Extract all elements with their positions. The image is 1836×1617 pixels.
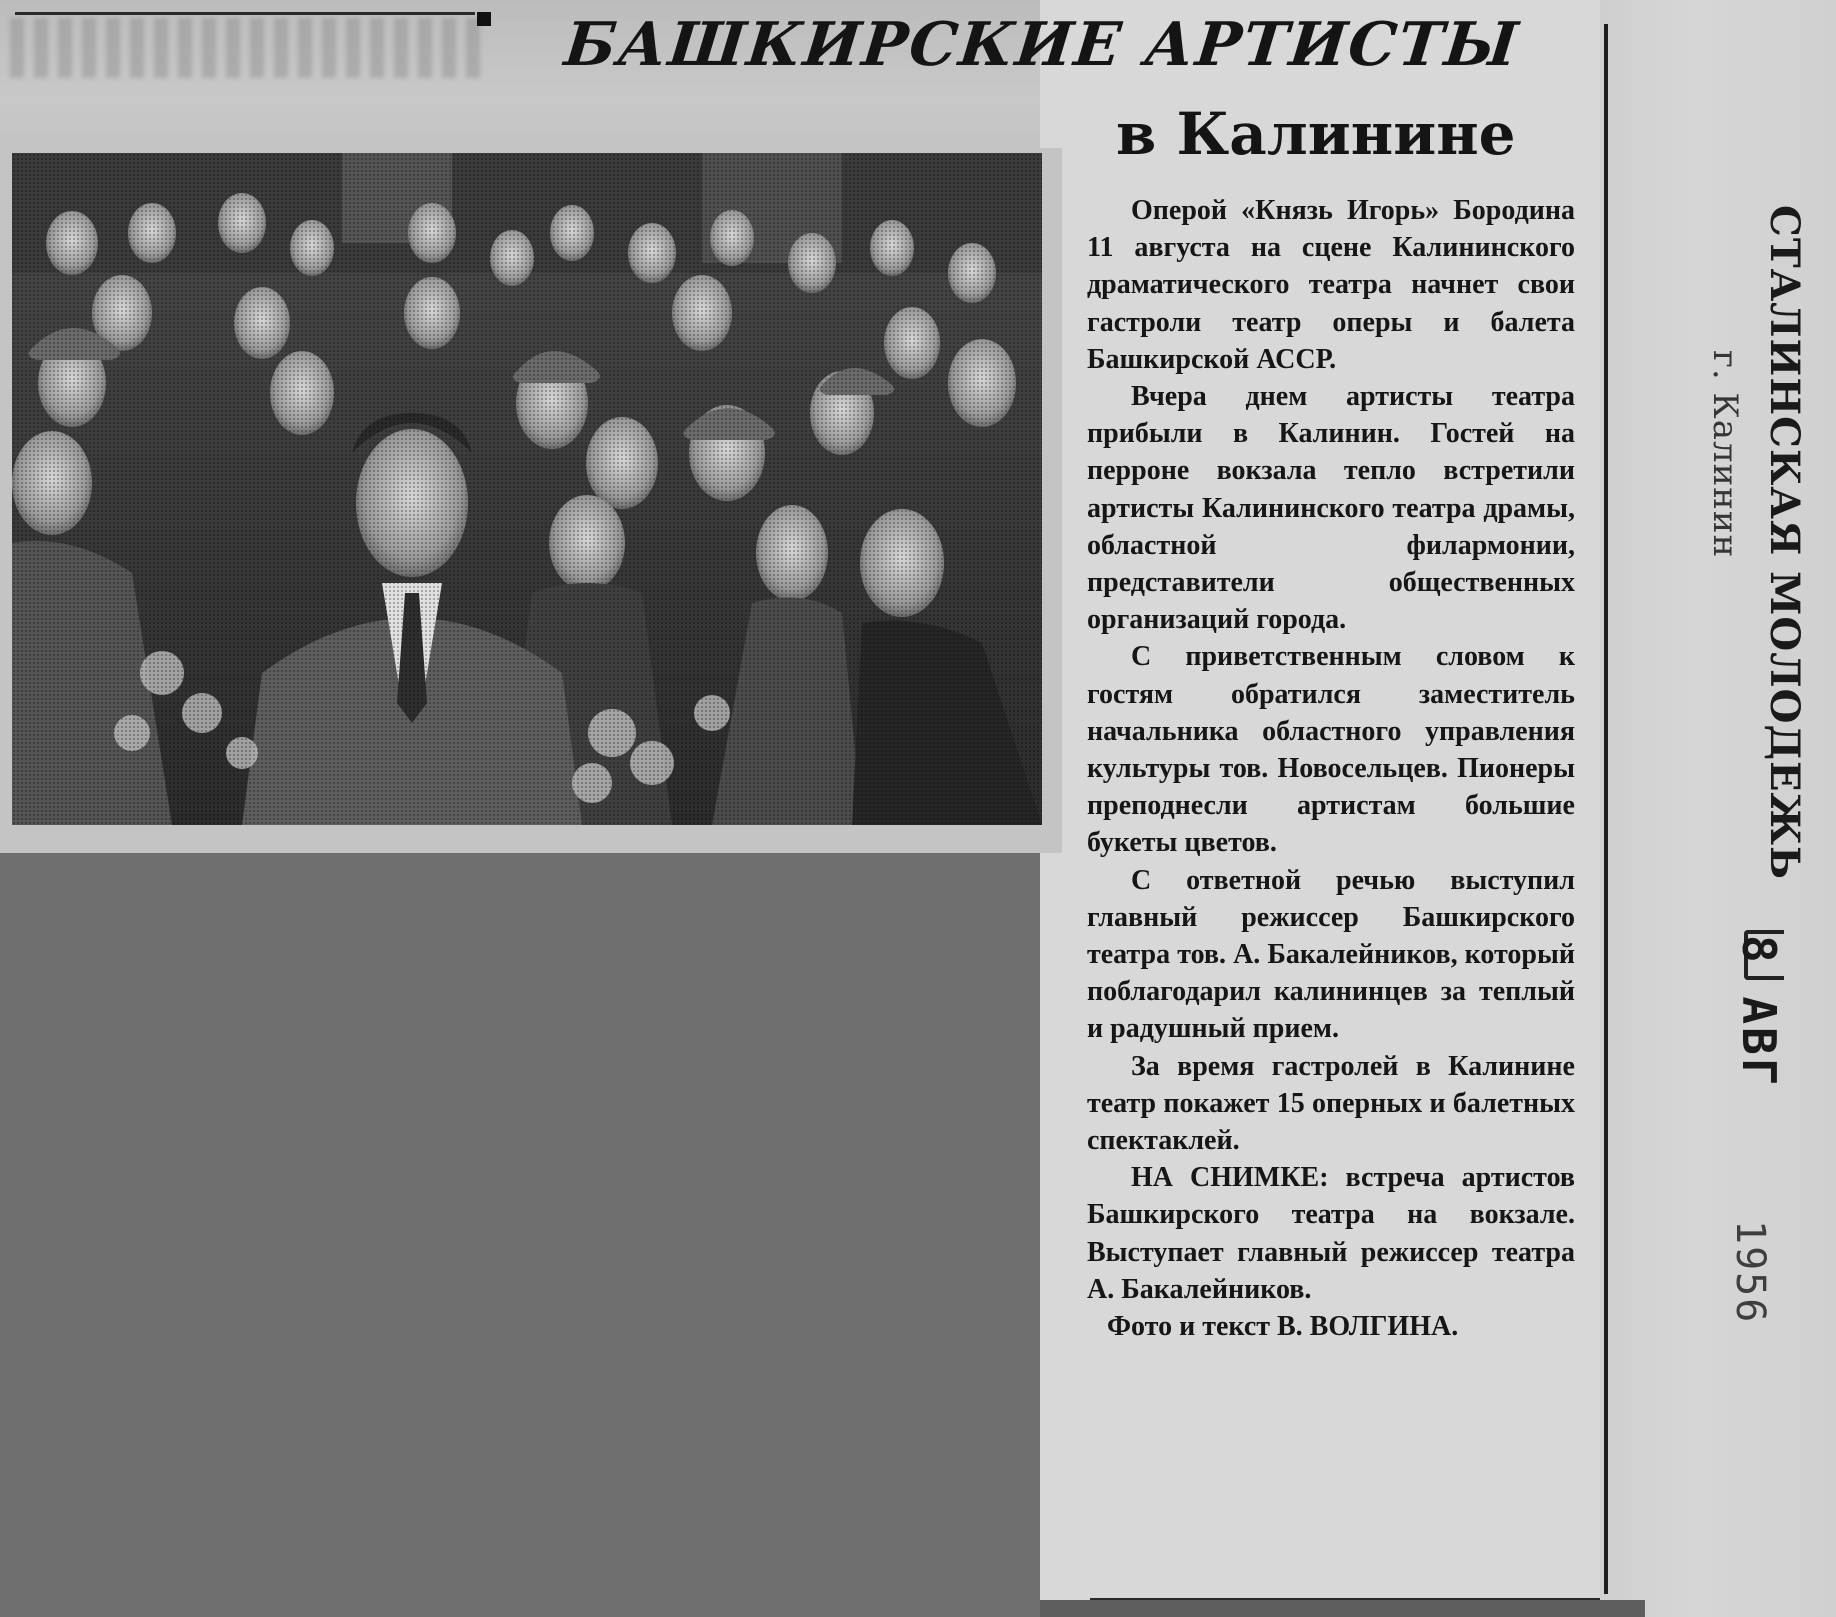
photo-credit: Фото и текст В. ВОЛГИНА. <box>1107 1311 1459 1343</box>
group-photo <box>12 153 1042 825</box>
paragraph: С приветственным словом к гостям обратился заместитель начальника областного управления культуры тов. Новосельцев. Пионеры преподнесли артистам большие букеты цветов. <box>1087 641 1575 859</box>
paragraph: С ответной речью выступил главный режиссер Башкирского театра тов. А. Бакалейников, который поблагодарил калининцев за теплый и радушный прием. <box>1087 864 1575 1045</box>
paragraph: За время гастролей в Калинине театр покажет 15 оперных и балетных спектаклей. <box>1087 1050 1575 1157</box>
clipping-shadow <box>1040 1600 1645 1617</box>
newspaper-name: СТАЛИНСКАЯ МОЛОДЕЖЬ <box>1761 205 1808 881</box>
date-stamp: 8 АВГ <box>1732 935 1786 1089</box>
headline-line-2: в Калинине <box>1116 100 1516 168</box>
photo-caption: НА СНИМКЕ: встреча артистов Башкирского театра на вокзале. Выступает главный режиссер театра А. Бакалейников. <box>1087 1162 1575 1305</box>
article-body <box>1087 192 1575 1345</box>
paragraph: Оперой «Князь Игорь» Бородина 11 августа на сцене Калининского драматического театра начнет свои гастроли театр оперы и балета Башкирской АССР. <box>1087 195 1575 375</box>
top-rule <box>15 12 475 15</box>
square-bullet <box>477 12 491 26</box>
photo-illustration <box>12 153 1042 825</box>
headline-line-1: БАШКИРСКИЕ АРТИСТЫ <box>561 10 1523 80</box>
bleed-through-text <box>10 18 480 78</box>
paragraph: Вчера днем артисты театра прибыли в Калинин. Гостей на перроне вокзала тепло встретили артисты Калининского театра драмы, областной филармонии, представители общественных организаций города. <box>1087 381 1575 636</box>
year-stamp: 1956 <box>1727 1220 1773 1325</box>
city-label: г. Калинин <box>1705 350 1745 559</box>
column-rule <box>1604 24 1608 1594</box>
